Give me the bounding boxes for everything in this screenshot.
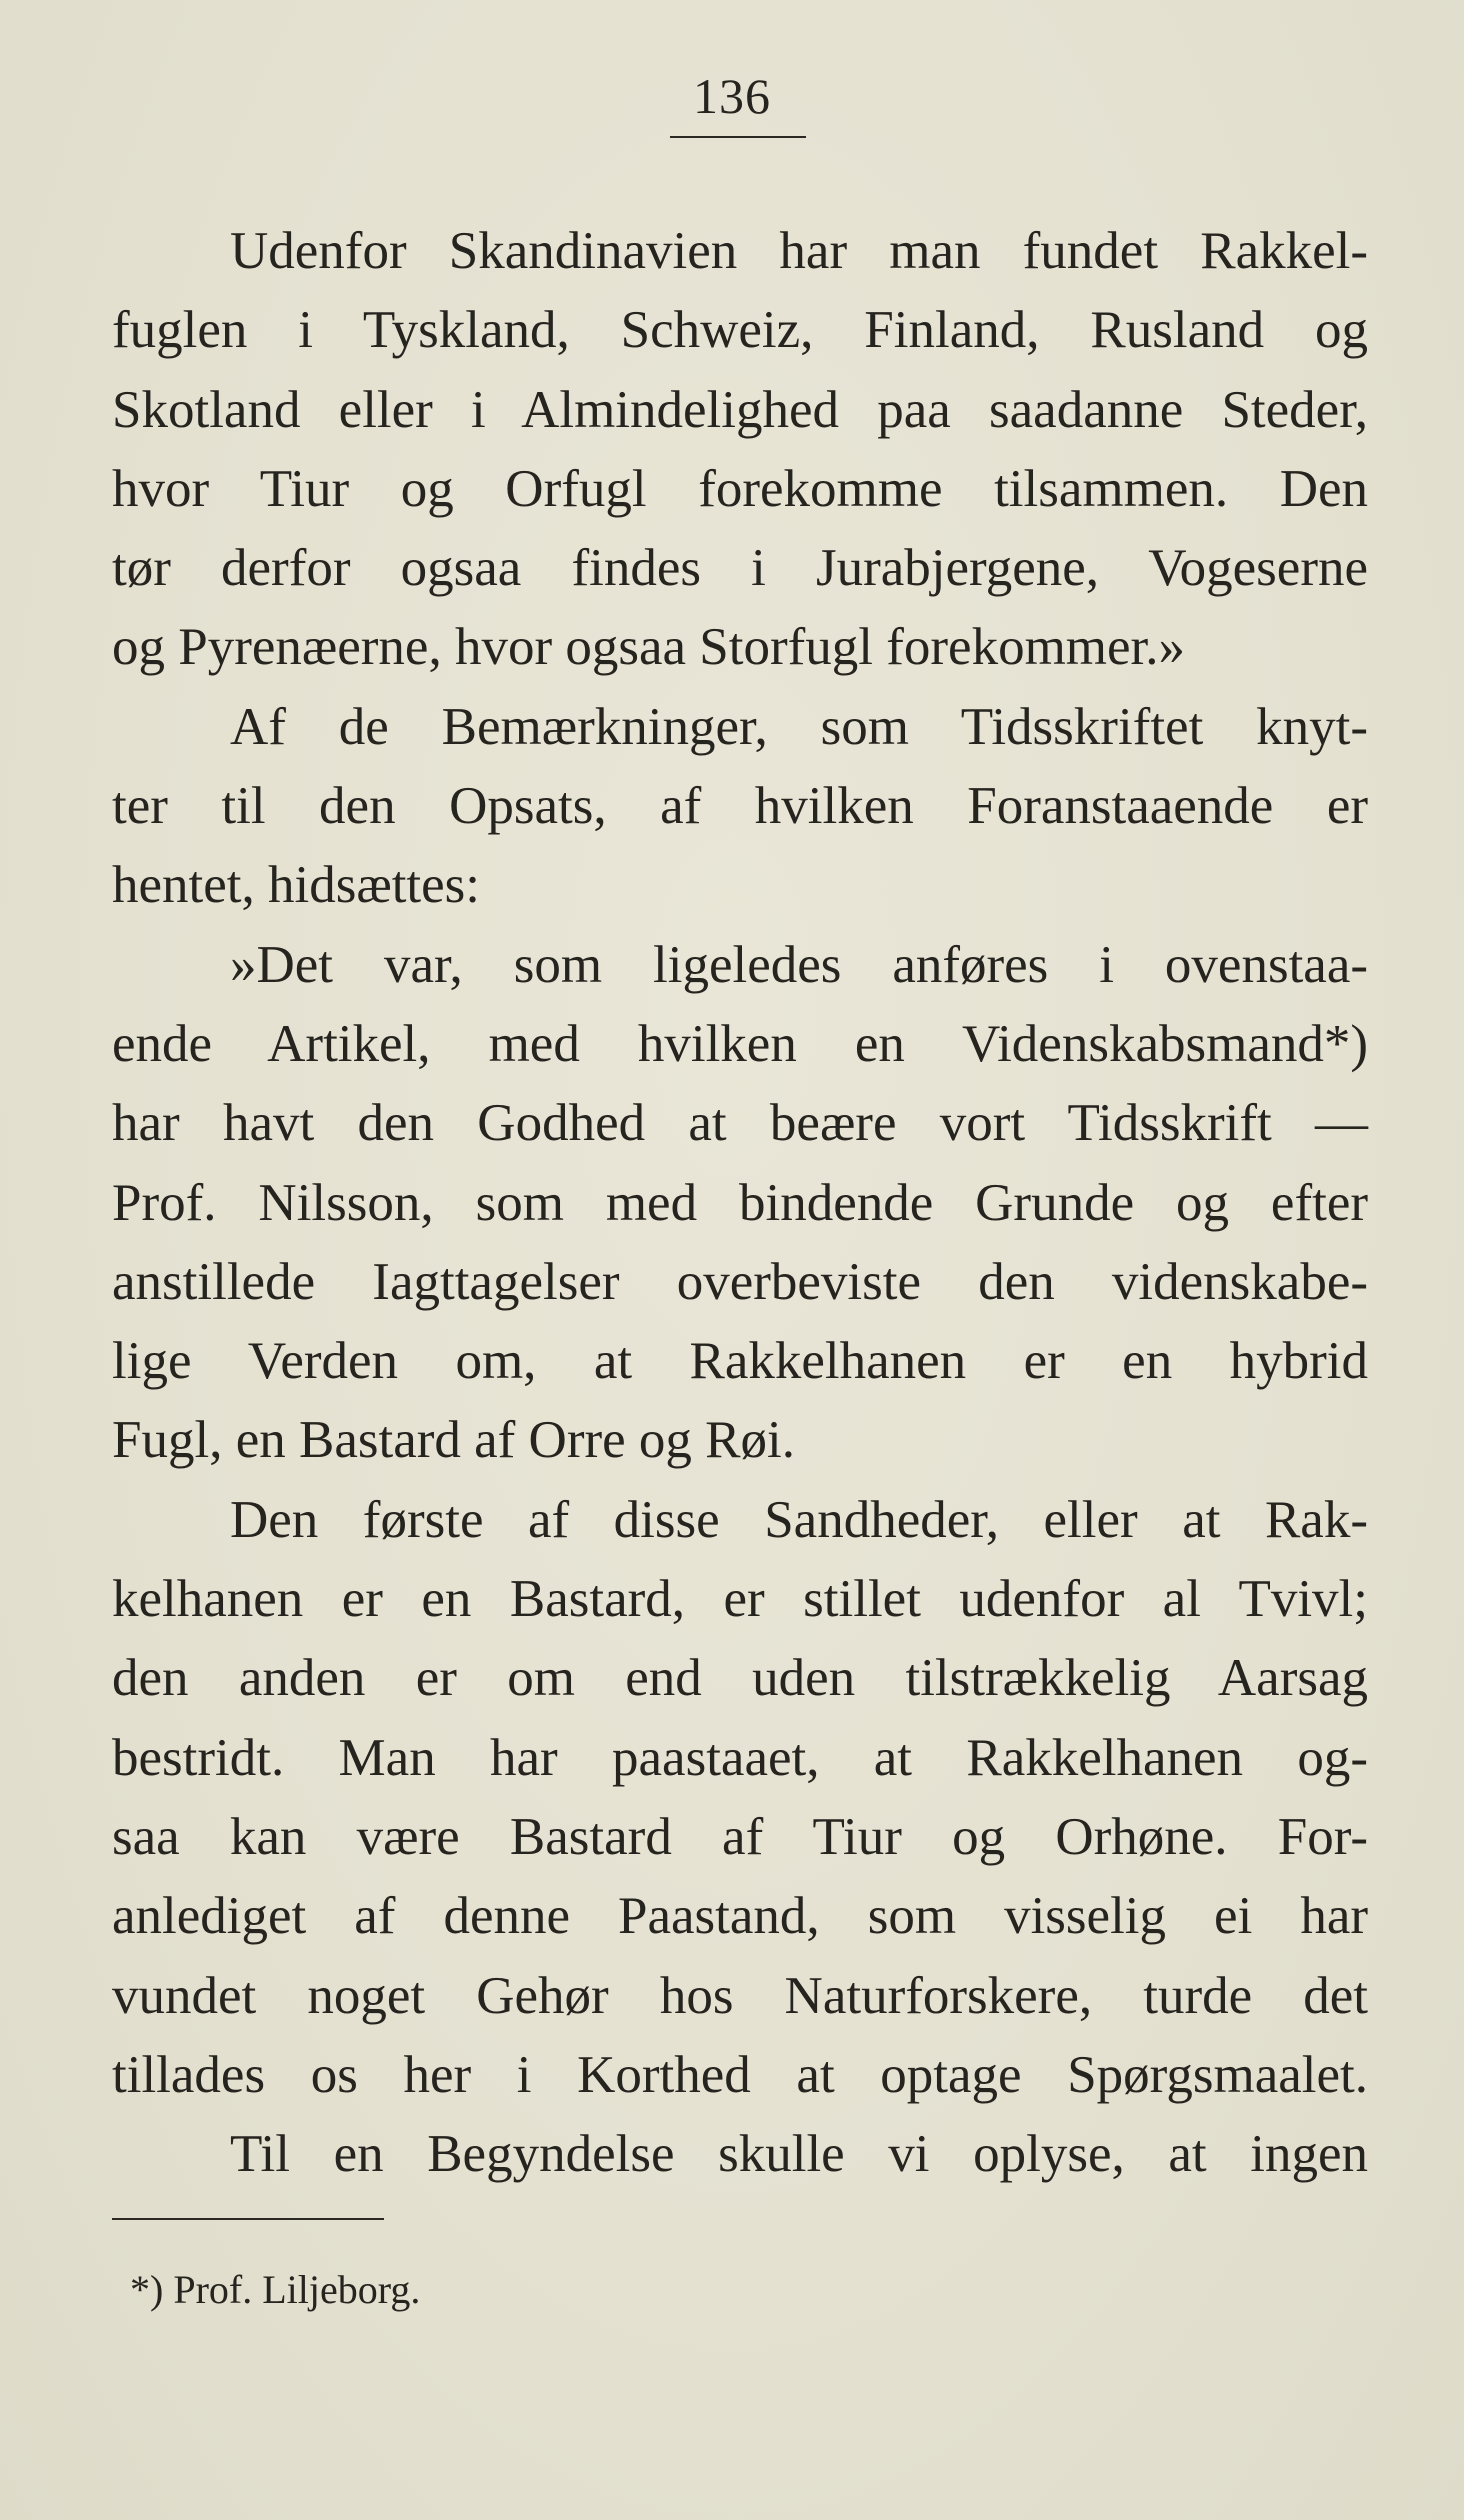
- text-line: Skotland eller i Almindelighed paa saadanne Steder,: [112, 380, 1368, 439]
- page-number-rule: [670, 136, 806, 138]
- footnote-rule: [112, 2218, 384, 2220]
- text-line: Prof. Nilsson, som med bindende Grunde og efter: [112, 1173, 1368, 1232]
- text-line: Udenfor Skandinavien har man fundet Rakkel-: [230, 222, 1368, 280]
- text-line: fuglen i Tyskland, Schweiz, Finland, Rusland og: [112, 301, 1368, 360]
- text-line: har havt den Godhed at beære vort Tidsskrift —: [112, 1094, 1368, 1153]
- text-line: hvor Tiur og Orfugl forekomme tilsammen. Den: [112, 459, 1368, 518]
- text-line: lige Verden om, at Rakkelhanen er en hybrid: [112, 1332, 1368, 1391]
- page-number: 136: [693, 68, 771, 124]
- text-line: og Pyrenæerne, hvor ogsaa Storfugl forekommer.»: [112, 618, 1186, 677]
- footnote: *) Prof. Liljeborg.: [130, 2267, 421, 2312]
- text-line: den anden er om end uden tilstrækkelig Aarsag: [112, 1649, 1368, 1708]
- text-line: Den første af disse Sandheder, eller at Rak-: [230, 1490, 1368, 1549]
- text-line: hentet, hidsættes:: [112, 856, 481, 915]
- text-line: bestridt. Man har paastaaet, at Rakkelhanen og-: [112, 1728, 1368, 1787]
- text-line: vundet noget Gehør hos Naturforskere, turde det: [112, 1966, 1368, 2025]
- text-line: Fugl, en Bastard af Orre og Røi.: [112, 1411, 795, 1470]
- text-line: ter til den Opsats, af hvilken Foranstaaende er: [112, 777, 1368, 836]
- text-line: ende Artikel, med hvilken en Videnskabsmand*): [112, 1014, 1368, 1073]
- text-line: tør derfor ogsaa findes i Jurabjergene, Vogeserne: [112, 539, 1368, 598]
- body-text: [112, 212, 1368, 2194]
- text-line: anlediget af denne Paastand, som visselig ei har: [112, 1887, 1368, 1946]
- text-line: tillades os her i Korthed at optage Spørgsmaalet.: [112, 2045, 1368, 2104]
- text-line: Til en Begyndelse skulle vi oplyse, at ingen: [230, 2125, 1368, 2184]
- text-line: anstillede Iagttagelser overbeviste den videnskabe-: [112, 1252, 1368, 1311]
- text-line: »Det var, som ligeledes anføres i ovenstaa-: [230, 935, 1368, 994]
- text-line: saa kan være Bastard af Tiur og Orhøne. For-: [112, 1807, 1368, 1866]
- text-line: kelhanen er en Bastard, er stillet udenfor al Tvivl;: [112, 1570, 1368, 1629]
- text-line: Af de Bemærkninger, som Tidsskriftet knyt-: [230, 697, 1368, 756]
